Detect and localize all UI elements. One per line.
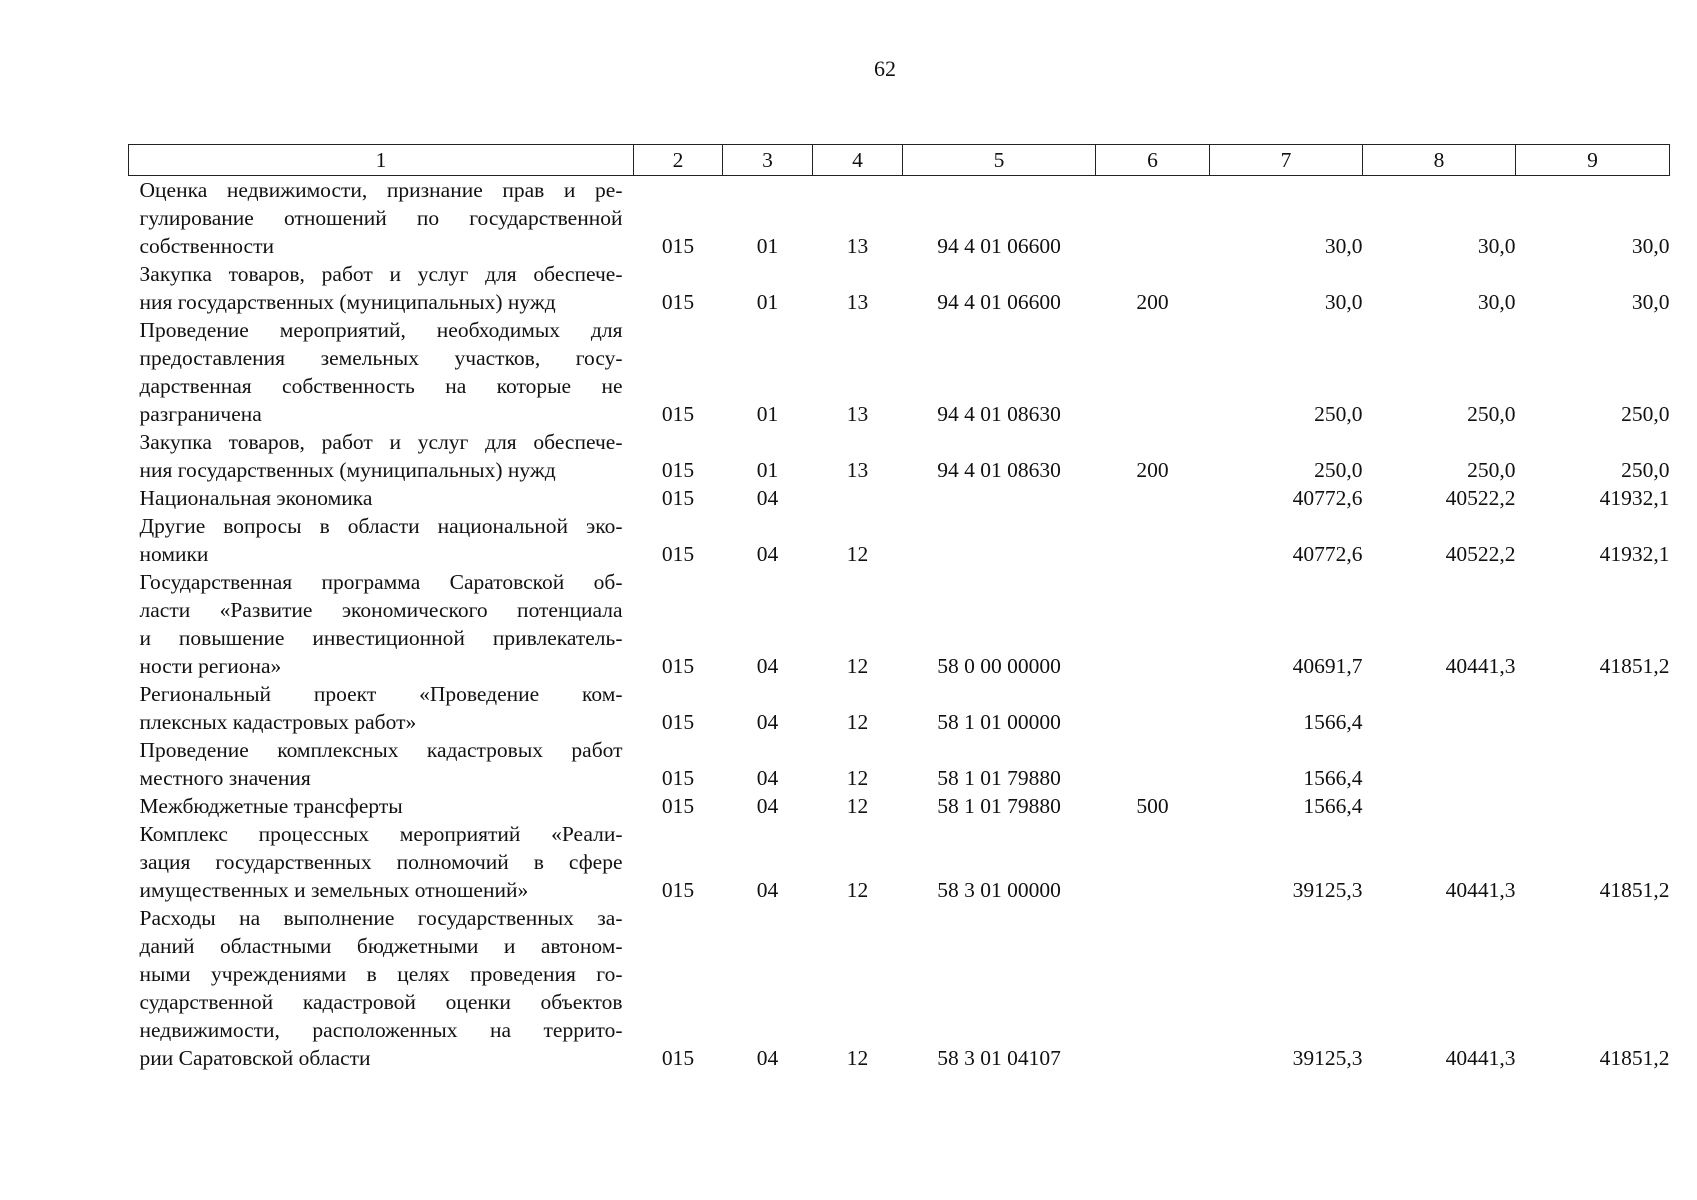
cell-amount-year-2: 30,0 [1477, 290, 1516, 314]
cell-target-article: 58 3 01 00000 [937, 878, 1061, 902]
cell-amount-year-2: 250,0 [1467, 458, 1516, 482]
table-row [129, 316, 1670, 428]
table-row [129, 428, 1670, 484]
cell-section: 04 [756, 766, 779, 790]
cell-target-article: 58 3 01 04107 [937, 1046, 1061, 1070]
cell-item-name [129, 792, 634, 820]
cell-amount-year-3: 41851,2 [1599, 878, 1670, 902]
cell-section: 04 [756, 794, 779, 818]
cell-amount-year-1: 40772,6 [1292, 542, 1363, 566]
cell-amount-year-3 [1516, 680, 1670, 736]
cell-target-article: 94 4 01 06600 [937, 234, 1061, 258]
cell-target-article: 94 4 01 08630 [937, 402, 1061, 426]
item-name-line: Межбюджетные трансферты [139, 794, 403, 818]
cell-section: 04 [756, 1046, 779, 1070]
cell-amount-year-2: 40522,2 [1445, 486, 1516, 510]
cell-section: 04 [756, 542, 779, 566]
cell-amount-year-1: 250,0 [1314, 402, 1363, 426]
cell-amount-year-1: 40772,6 [1292, 486, 1363, 510]
cell-item-name [129, 680, 634, 736]
cell-subsection: 12 [846, 766, 869, 790]
cell-amount-year-2 [1363, 680, 1516, 736]
header-col-4: 4 [813, 145, 903, 176]
item-name-line: местного значения [139, 766, 311, 790]
item-name-line: Оценка недвижимости, признание прав и ре- [139, 178, 623, 202]
item-name-line: гулирование отношений по государственной [139, 206, 623, 230]
cell-item-name [129, 484, 634, 512]
item-name-line: Региональный проект «Проведение ком- [139, 682, 623, 706]
item-name-line: ния государственных (муниципальных) нужд [139, 458, 556, 482]
table-row [129, 680, 1670, 736]
cell-expense-type [1096, 176, 1210, 261]
header-col-2: 2 [634, 145, 723, 176]
item-name-line: сударственной кадастровой оценки объектов [139, 990, 623, 1014]
cell-amount-year-3: 250,0 [1621, 402, 1670, 426]
item-name-line: Проведение комплексных кадастровых работ [139, 738, 623, 762]
cell-item-name [129, 260, 634, 316]
cell-subsection: 12 [846, 878, 869, 902]
table-row [129, 260, 1670, 316]
cell-section: 01 [756, 402, 779, 426]
header-col-8: 8 [1363, 145, 1516, 176]
cell-amount-year-1: 30,0 [1324, 290, 1363, 314]
budget-table [128, 144, 1670, 1072]
header-col-5: 5 [903, 145, 1096, 176]
cell-section: 04 [756, 710, 779, 734]
item-name-line: предоставления земельных участков, госу- [139, 346, 623, 370]
item-name-line: ния государственных (муниципальных) нужд [139, 290, 556, 314]
table-row [129, 568, 1670, 680]
cell-target-article: 58 1 01 79880 [937, 766, 1061, 790]
cell-section: 01 [756, 290, 779, 314]
cell-amount-year-3: 41851,2 [1599, 654, 1670, 678]
cell-amount-year-2 [1363, 736, 1516, 792]
cell-subsection: 12 [846, 794, 869, 818]
item-name-line: Национальная экономика [139, 486, 373, 510]
cell-ved: 015 [661, 458, 695, 482]
cell-subsection: 12 [846, 542, 869, 566]
item-name-line: Государственная программа Саратовской об- [139, 570, 623, 594]
item-name-line: ласти «Развитие экономического потенциала [139, 598, 623, 622]
cell-item-name [129, 176, 634, 261]
item-name-line: собственности [139, 234, 274, 258]
cell-amount-year-1: 39125,3 [1292, 1046, 1363, 1070]
cell-expense-type [1096, 820, 1210, 904]
item-name-line: Комплекс процессных мероприятий «Реали- [139, 822, 623, 846]
cell-ved: 015 [661, 654, 695, 678]
cell-expense-type [1096, 904, 1210, 1072]
cell-target-article: 58 1 01 00000 [937, 710, 1061, 734]
cell-amount-year-2: 40441,3 [1445, 1046, 1516, 1070]
table-row [129, 820, 1670, 904]
cell-expense-type: 500 [1136, 794, 1169, 818]
item-name-line: Проведение мероприятий, необходимых для [139, 318, 623, 342]
header-col-7: 7 [1210, 145, 1363, 176]
header-col-3: 3 [723, 145, 813, 176]
cell-ved: 015 [661, 234, 695, 258]
cell-amount-year-2: 40441,3 [1445, 878, 1516, 902]
item-name-line: номики [139, 542, 209, 566]
header-col-6: 6 [1096, 145, 1210, 176]
cell-amount-year-3: 250,0 [1621, 458, 1670, 482]
cell-item-name [129, 736, 634, 792]
cell-subsection: 13 [846, 290, 869, 314]
item-name-line: плексных кадастровых работ» [139, 710, 417, 734]
item-name-line: недвижимости, расположенных на террито- [139, 1018, 623, 1042]
item-name-line: имущественных и земельных отношений» [139, 878, 529, 902]
cell-expense-type [1096, 316, 1210, 428]
cell-ved: 015 [661, 542, 695, 566]
cell-amount-year-3: 41932,1 [1599, 486, 1670, 510]
cell-expense-type [1096, 736, 1210, 792]
item-name-line: зация государственных полномочий в сфере [139, 850, 623, 874]
cell-section: 01 [756, 234, 779, 258]
table-row [129, 176, 1670, 261]
cell-subsection: 13 [846, 234, 869, 258]
cell-expense-type [1096, 680, 1210, 736]
item-name-line: Другие вопросы в области национальной эко- [139, 514, 623, 538]
cell-target-article [903, 484, 1096, 512]
cell-target-article: 94 4 01 06600 [937, 290, 1061, 314]
cell-amount-year-2: 30,0 [1477, 234, 1516, 258]
cell-amount-year-1: 250,0 [1314, 458, 1363, 482]
table-body [129, 176, 1670, 1073]
table-row [129, 792, 1670, 820]
cell-amount-year-3 [1516, 736, 1670, 792]
cell-subsection: 13 [846, 458, 869, 482]
cell-section: 01 [756, 458, 779, 482]
cell-expense-type: 200 [1136, 458, 1169, 482]
cell-section: 04 [756, 878, 779, 902]
cell-target-article: 94 4 01 08630 [937, 458, 1061, 482]
cell-ved: 015 [661, 1046, 695, 1070]
cell-item-name [129, 820, 634, 904]
cell-ved: 015 [661, 878, 695, 902]
cell-target-article: 58 1 01 79880 [937, 794, 1061, 818]
cell-amount-year-3: 41851,2 [1599, 1046, 1670, 1070]
header-col-1: 1 [129, 145, 634, 176]
cell-target-article: 58 0 00 00000 [937, 654, 1061, 678]
cell-subsection: 12 [846, 710, 869, 734]
cell-subsection: 12 [846, 654, 869, 678]
cell-amount-year-2: 40522,2 [1445, 542, 1516, 566]
cell-item-name [129, 512, 634, 568]
item-name-line: Закупка товаров, работ и услуг для обеспече- [139, 430, 623, 454]
cell-section: 04 [756, 654, 779, 678]
cell-amount-year-2: 40441,3 [1445, 654, 1516, 678]
header-row [129, 145, 1670, 176]
cell-amount-year-2: 250,0 [1467, 402, 1516, 426]
table-row [129, 512, 1670, 568]
cell-amount-year-3: 30,0 [1631, 234, 1670, 258]
item-name-line: и повышение инвестиционной привлекатель- [139, 626, 623, 650]
cell-amount-year-3 [1516, 792, 1670, 820]
cell-ved: 015 [661, 290, 695, 314]
cell-item-name [129, 904, 634, 1072]
item-name-line: даний областными бюджетными и автоном- [139, 934, 623, 958]
table-header [129, 145, 1670, 176]
item-name-line: разграничена [139, 402, 262, 426]
cell-amount-year-2 [1363, 792, 1516, 820]
cell-amount-year-1: 40691,7 [1292, 654, 1363, 678]
cell-target-article [903, 512, 1096, 568]
table-row [129, 484, 1670, 512]
cell-amount-year-1: 1566,4 [1303, 766, 1363, 790]
cell-expense-type [1096, 484, 1210, 512]
header-col-9: 9 [1516, 145, 1670, 176]
page-number: 62 [874, 56, 896, 81]
item-name-line: Расходы на выполнение государственных за- [139, 906, 623, 930]
item-name-line: ности региона» [139, 654, 282, 678]
cell-item-name [129, 568, 634, 680]
table-row [129, 904, 1670, 1072]
cell-amount-year-1: 39125,3 [1292, 878, 1363, 902]
cell-section: 04 [756, 486, 779, 510]
cell-amount-year-1: 1566,4 [1303, 794, 1363, 818]
item-name-line: рии Саратовской области [139, 1046, 371, 1070]
cell-amount-year-3: 41932,1 [1599, 542, 1670, 566]
cell-subsection [813, 484, 903, 512]
cell-expense-type [1096, 512, 1210, 568]
cell-amount-year-1: 1566,4 [1303, 710, 1363, 734]
cell-item-name [129, 316, 634, 428]
cell-ved: 015 [661, 486, 695, 510]
cell-expense-type [1096, 568, 1210, 680]
cell-ved: 015 [661, 710, 695, 734]
cell-amount-year-3: 30,0 [1631, 290, 1670, 314]
cell-ved: 015 [661, 794, 695, 818]
item-name-line: ными учреждениями в целях проведения го- [139, 962, 623, 986]
cell-ved: 015 [661, 766, 695, 790]
table-row [129, 736, 1670, 792]
cell-expense-type: 200 [1136, 290, 1169, 314]
item-name-line: дарственная собственность на которые не [139, 374, 623, 398]
cell-ved: 015 [661, 402, 695, 426]
cell-item-name [129, 428, 634, 484]
cell-subsection: 12 [846, 1046, 869, 1070]
item-name-line: Закупка товаров, работ и услуг для обеспече- [139, 262, 623, 286]
cell-amount-year-1: 30,0 [1324, 234, 1363, 258]
cell-subsection: 13 [846, 402, 869, 426]
